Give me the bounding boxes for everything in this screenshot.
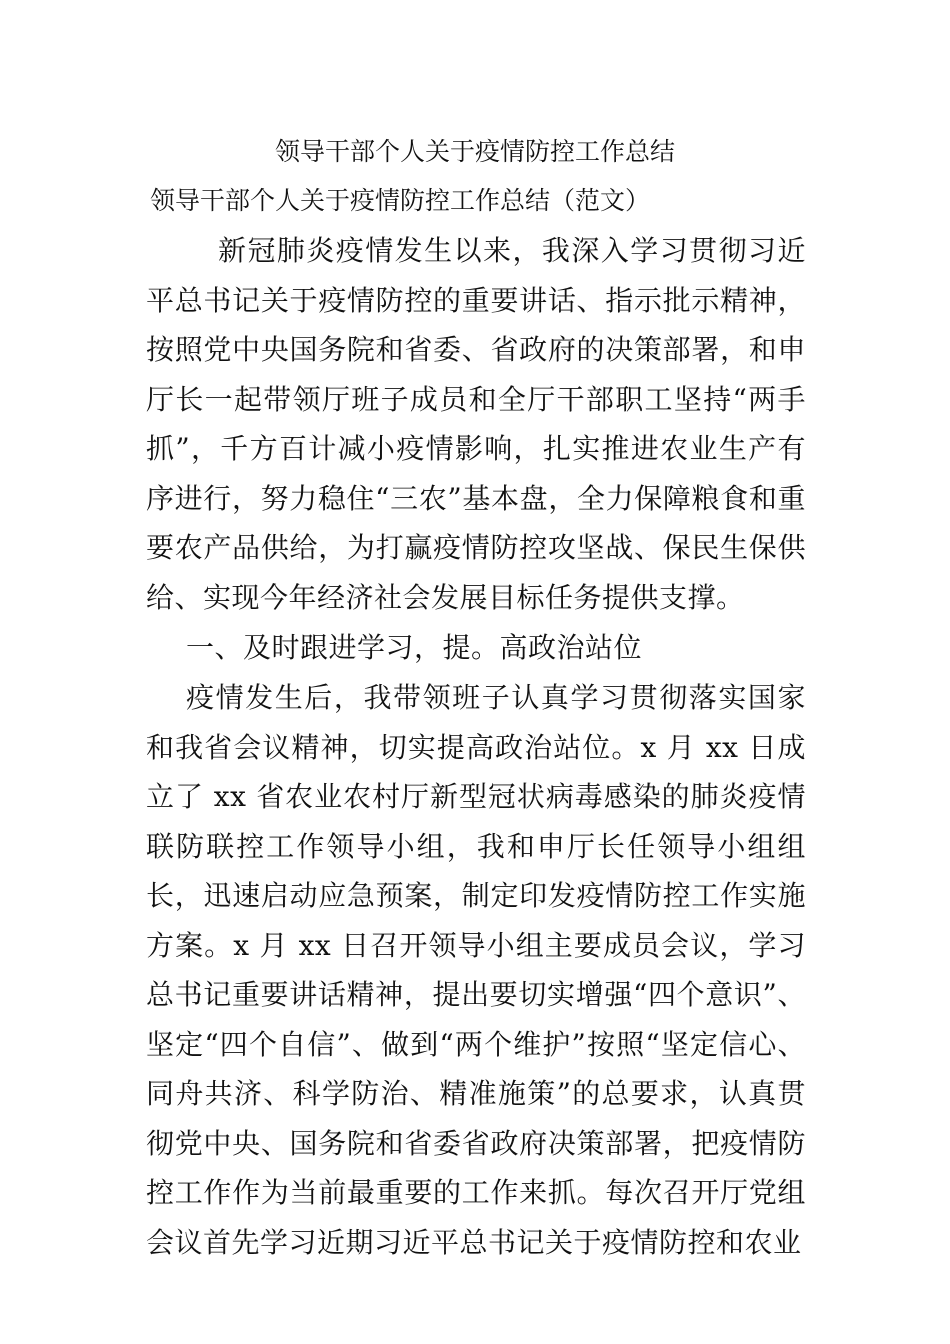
document-subtitle: 领导干部个人关于疫情防控工作总结（范文） [150, 186, 651, 215]
section-1-paragraph: 疫情发生后，我带领班子认真学习贯彻落实国家和我省会议精神，切实提高政治站位。x 月 xx 日成立了 xx 省农业农村厅新型冠状病毒感染的肺炎疫情联防联控工作领导小组，我和申厅长任领导小组组长，迅速启动应急预案，制定印发疫情防控工作实施方案。x 月 xx 日召开领导小组主要成员会议，学习总书记重要讲话精神，提出要切实增强“四个意识”、坚定“四个自信”、做到“两个维护”按照“坚定信心、同舟共济、科学防治、精准施策”的总要求，认真贯彻党中央、国务院和省委省政府决策部署，把疫情防控工作作为当前最重要的工作来抓。每次召开厅党组会议首先学习近期习近平总书记关于疫情防控和农业 [146, 681, 806, 1259]
intro-paragraph: 新冠肺炎疫情发生以来，我深入学习贯彻习近平总书记关于疫情防控的重要讲话、指示批示精神，按照党中央国务院和省委、省政府的决策部署，和申厅长一起带领厅班子成员和全厅干部职工坚持“两手抓”，千方百计减小疫情影响，扎实推进农业生产有序进行，努力稳住“三农”基本盘，全力保障粮食和重要农产品供给，为打赢疫情防控攻坚战、保民生保供给、实现今年经济社会发展目标任务提供支撑。 [146, 234, 806, 614]
document-title: 领导干部个人关于疫情防控工作总结 [274, 137, 675, 166]
section-heading-1: 一、及时跟进学习，提。高政治站位 [186, 631, 643, 664]
